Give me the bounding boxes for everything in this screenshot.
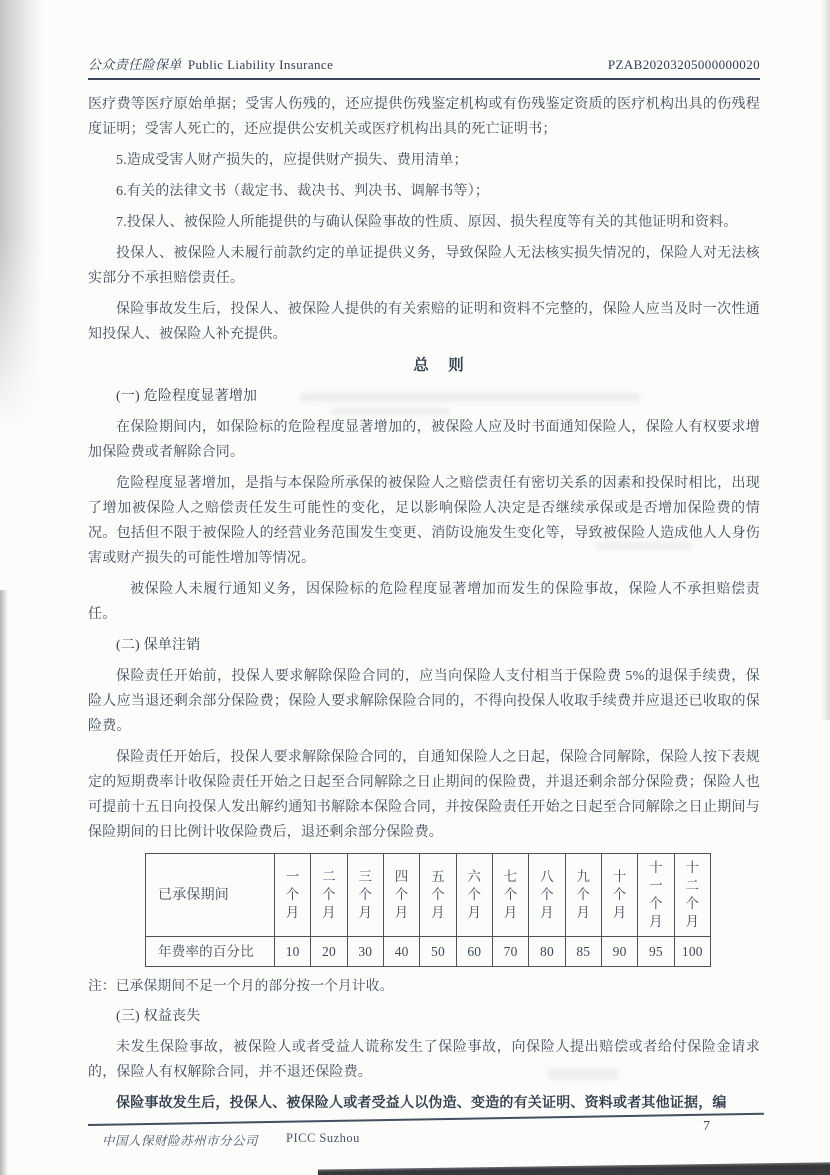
rate-table-rate-cell: 20 (311, 937, 347, 967)
rate-table-period-row (146, 854, 711, 937)
subsection-heading-2: (二) 保单注销 (116, 638, 201, 653)
rate-table-rate-cell: 100 (674, 937, 710, 967)
rate-table-note: 注：已承保期间不足一个月的部分按一个月计收。 (88, 978, 394, 993)
rate-table-period-cell: 九个月 (565, 854, 601, 937)
paragraph-cancellation-1: 保险责任开始前，投保人要求解除保险合同的，应当向保险人支付相当于保险费 5%的退保手续费，保险人应当退还剩余部分保险费；保险人要求解除保险合同的，不得向投保人收取手续费并应退还已收取的保险费。 (88, 669, 760, 734)
rate-table-rate-cell: 85 (565, 937, 601, 967)
scan-edge-shadow-left-top (0, 0, 58, 430)
footer-company-english: PICC Suzhou (286, 1131, 360, 1145)
rate-table-period-cell: 十个月 (601, 854, 637, 937)
page-header (88, 54, 760, 80)
rate-table-rate-cell: 95 (638, 937, 674, 967)
paragraph-forfeiture-1: 未发生保险事故，被保险人或者受益人谎称发生了保险事故，向保险人提出赔偿或者给付保险金请求的，保险人有权解除合同，并不退还保险费。 (88, 1040, 760, 1080)
rate-table-rate-cell: 60 (456, 937, 492, 967)
document-title-chinese: 公众责任险保单 (88, 57, 182, 72)
document-title-english: Public Liability Insurance (187, 57, 334, 72)
rate-table-rate-cell: 30 (347, 937, 383, 967)
rate-table-period-cell: 十二个月 (674, 854, 710, 937)
list-item-5: 5.造成受害人财产损失的，应提供财产损失、费用清单； (116, 153, 468, 168)
rate-table-rate-cell: 50 (420, 937, 456, 967)
rate-table-period-cell: 二个月 (311, 854, 347, 937)
rate-table-rate-cell: 40 (383, 937, 419, 967)
section-title-general-provisions: 总 则 (413, 357, 466, 374)
paragraph-obligation: 投保人、被保险人未履行前款约定的单证提供义务，导致保险人无法核实损失情况的，保险人对无法核实部分不承担赔偿责任。 (88, 246, 760, 286)
paragraph-risk-increase-3: 被保险人未履行通知义务，因保险标的危险程度显著增加而发生的保险事故，保险人不承担赔偿责任。 (88, 582, 760, 622)
document-title (88, 54, 333, 73)
rate-table-period-cell: 七个月 (492, 854, 528, 937)
rate-table-period-label: 已承保期间 (146, 854, 275, 937)
rate-table-rate-label: 年费率的百分比 (146, 937, 275, 967)
document-body (88, 86, 760, 1122)
policy-number: PZAB20203205000000020 (607, 57, 760, 72)
page-number: 7 (703, 1119, 710, 1134)
scan-edge-shadow-left-bottom (0, 590, 8, 1175)
rate-table-period-cell: 五个月 (420, 854, 456, 937)
subsection-heading-3: (三) 权益丧失 (116, 1009, 201, 1024)
list-item-7: 7.投保人、被保险人所能提供的与确认保险事故的性质、原因、损失程度等有关的其他证明和资料。 (116, 215, 738, 230)
paragraph-risk-increase-1: 在保险期间内，如保险标的危险程度显著增加的，被保险人应及时书面通知保险人，保险人有权要求增加保险费或者解除合同。 (88, 420, 760, 460)
rate-table-period-cell: 八个月 (529, 854, 565, 937)
subsection-heading-1: (一) 危险程度显著增加 (116, 389, 258, 404)
scan-edge-shadow-right (821, 0, 830, 720)
paragraph-supplement: 保险事故发生后，投保人、被保险人提供的有关索赔的证明和资料不完整的，保险人应当及时一次性通知投保人、被保险人补充提供。 (88, 302, 760, 342)
rate-table-period-cell: 四个月 (383, 854, 419, 937)
paragraph-claim-documents: 医疗费等医疗原始单据；受害人伤残的，还应提供伤残鉴定机构或有伤残鉴定资质的医疗机构出具的伤残程度证明；受害人死亡的，还应提供公安机关或医疗机构出具的死亡证明书； (88, 97, 760, 137)
rate-table-rate-cell: 80 (529, 937, 565, 967)
rate-table-period-cell: 十一个月 (638, 854, 674, 937)
rate-table (145, 853, 711, 967)
rate-table-rate-cell: 10 (275, 937, 311, 967)
paragraph-cancellation-2: 保险责任开始后，投保人要求解除保险合同的，自通知保险人之日起，保险合同解除，保险人按下表规定的短期费率计收保险责任开始之日起至合同解除之日止期间的保险费，并退还剩余部分保险费；保险人也可提前十五日向投保人发出解约通知书解除本保险合同，并按保险责任开始之日起至合同解除之日止期间与保险期间的日比例计收保险费后，退还剩余部分保险费。 (88, 750, 760, 840)
rate-table-rate-cell: 90 (601, 937, 637, 967)
list-item-6: 6.有关的法律文书（裁定书、裁决书、判决书、调解书等）； (116, 184, 490, 199)
rate-table-rate-row (146, 937, 711, 967)
paragraph-forfeiture-2: 保险事故发生后，投保人、被保险人或者受益人以伪造、变造的有关证明、资料或者其他证据，编 (116, 1096, 727, 1111)
rate-table-period-cell: 一个月 (275, 854, 311, 937)
rate-table-period-cell: 三个月 (347, 854, 383, 937)
scan-bottom-shadow (318, 1162, 830, 1175)
rate-table-rate-cell: 70 (492, 937, 528, 967)
rate-table-period-cell: 六个月 (456, 854, 492, 937)
footer-company-chinese: 中国人保财险苏州市分公司 (102, 1134, 259, 1148)
page-footer (102, 1131, 360, 1149)
paragraph-risk-increase-2: 危险程度显著增加，是指与本保险所承保的被保险人之赔偿责任有密切关系的因素和投保时相比，出现了增加被保险人之赔偿责任发生可能性的变化，足以影响保险人决定是否继续承保或是否增加保险费的情况。包括但不限于被保险人的经营业务范围发生变更、消防设施发生变化等，导致被保险人造成他人人身伤害或财产损失的可能性增加等情况。 (88, 476, 760, 566)
